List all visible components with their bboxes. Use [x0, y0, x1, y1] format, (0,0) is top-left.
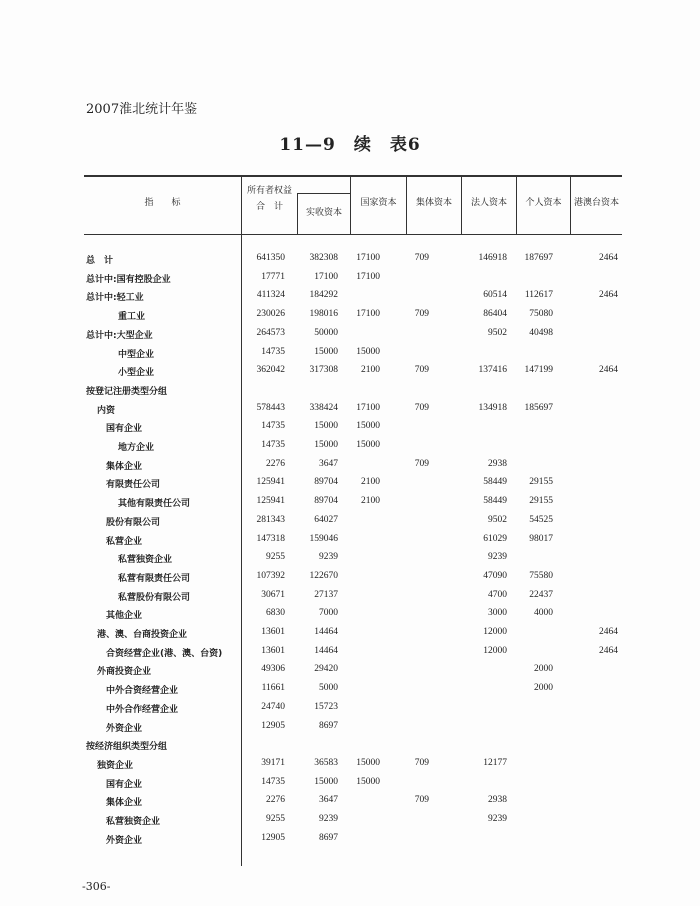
row-label: 总计中:轻工业 [86, 293, 144, 304]
cell-value: 2464 [599, 290, 618, 301]
table-row [0, 627, 700, 645]
table-title: 11—9 续 表6 [279, 135, 421, 155]
cell-value: 17100 [356, 402, 380, 413]
cell-value: 15000 [356, 776, 380, 787]
cell-value: 12000 [483, 645, 507, 656]
cell-value: 2938 [488, 795, 507, 806]
row-label: 集体企业 [106, 461, 143, 472]
cell-value: 8697 [319, 720, 338, 731]
cell-value: 12905 [261, 832, 285, 843]
table-row [0, 290, 700, 308]
cell-value: 2000 [534, 683, 553, 694]
cell-value: 184292 [309, 290, 338, 301]
header-state: 国家资本 [360, 198, 397, 208]
cell-value: 3647 [319, 795, 338, 806]
table-row [0, 515, 700, 533]
cell-value: 2100 [361, 477, 380, 488]
header-total-line1: 所有者权益 [246, 186, 292, 196]
cell-value: 8697 [319, 832, 338, 843]
cell-value: 362042 [256, 365, 285, 376]
header-total-line2: 合 计 [255, 202, 283, 212]
cell-value: 49306 [261, 664, 285, 675]
cell-value: 75080 [529, 309, 553, 320]
table-row [0, 403, 700, 421]
cell-value: 15723 [314, 701, 338, 712]
cell-value: 281343 [256, 514, 285, 525]
row-label: 私营股份有限公司 [118, 592, 191, 603]
cell-value: 14464 [314, 645, 338, 656]
table-row [0, 477, 700, 495]
cell-value: 107392 [256, 570, 285, 581]
row-label: 总 计 [86, 256, 114, 266]
table-row [0, 664, 700, 682]
cell-value: 3000 [488, 608, 507, 619]
cell-value: 317308 [309, 365, 338, 376]
table-row [0, 365, 700, 383]
table-row [0, 571, 700, 589]
row-label: 私营企业 [106, 536, 143, 547]
cell-value: 9239 [319, 552, 338, 563]
table-row [0, 795, 700, 813]
cell-value: 15000 [356, 346, 380, 357]
cell-value: 146918 [478, 253, 507, 263]
cell-value: 2464 [599, 627, 618, 637]
cell-value: 39171 [261, 757, 285, 768]
cell-value: 15000 [314, 346, 338, 357]
cell-value: 29155 [529, 477, 553, 488]
cell-value: 5000 [319, 683, 338, 694]
cell-value: 14735 [261, 346, 285, 357]
cell-value: 29155 [529, 496, 553, 507]
cell-value: 12177 [483, 757, 507, 768]
cell-value: 54525 [529, 514, 553, 525]
table-row [0, 683, 700, 701]
row-label: 总计中:国有控股企业 [86, 274, 171, 285]
subheader-rule [297, 193, 351, 194]
cell-value: 2464 [599, 645, 618, 656]
cell-value: 27137 [314, 589, 338, 600]
cell-value: 12905 [261, 720, 285, 731]
cell-value: 2276 [266, 458, 285, 469]
table-row [0, 496, 700, 514]
row-label: 按登记注册类型分组 [86, 386, 168, 397]
table-row [0, 440, 700, 458]
page-number: -306- [82, 880, 111, 893]
cell-value: 17100 [314, 271, 338, 282]
cell-value: 125941 [256, 496, 285, 507]
cell-value: 9255 [266, 814, 285, 824]
cell-value: 338424 [309, 402, 338, 413]
row-label: 合资经营企业(港、澳、台资) [106, 648, 223, 659]
cell-value: 2938 [488, 458, 507, 469]
table-row [0, 833, 700, 851]
cell-value: 75580 [529, 570, 553, 581]
cell-value: 13601 [261, 627, 285, 637]
cell-value: 58449 [483, 477, 507, 488]
table-row [0, 702, 700, 720]
cell-value: 709 [414, 402, 429, 413]
cell-value: 122670 [309, 570, 338, 581]
cell-value: 9239 [488, 814, 507, 824]
cell-value: 24740 [261, 701, 285, 712]
row-label: 中外合作经营企业 [106, 704, 179, 715]
cell-value: 4000 [534, 608, 553, 619]
table-row [0, 646, 700, 664]
cell-value: 9239 [319, 814, 338, 824]
row-label: 其他企业 [106, 611, 143, 622]
cell-value: 9502 [488, 327, 507, 338]
cell-value: 89704 [314, 477, 338, 488]
cell-value: 61029 [483, 533, 507, 544]
row-label: 私营独资企业 [106, 817, 161, 827]
row-label: 重工业 [118, 312, 146, 323]
row-label: 按经济组织类型分组 [86, 742, 168, 753]
table-row [0, 777, 700, 795]
cell-value: 2464 [599, 253, 618, 263]
cell-value: 11661 [261, 683, 285, 694]
table-row [0, 608, 700, 626]
header-individual: 个人资本 [525, 198, 562, 208]
cell-value: 264573 [256, 327, 285, 338]
cell-value: 17100 [356, 309, 380, 320]
table-row [0, 328, 700, 346]
row-label: 有限责任公司 [106, 480, 161, 491]
cell-value: 9502 [488, 514, 507, 525]
row-label: 其他有限责任公司 [118, 499, 191, 510]
cell-value: 198016 [309, 309, 338, 320]
table-row [0, 739, 700, 757]
row-label: 内资 [97, 405, 116, 416]
cell-value: 12000 [483, 627, 507, 637]
table-row [0, 459, 700, 477]
cell-value: 578443 [256, 402, 285, 413]
cell-value: 185697 [524, 402, 553, 413]
row-label: 中型企业 [118, 349, 155, 360]
cell-value: 15000 [356, 440, 380, 450]
row-label: 外资企业 [106, 723, 143, 734]
cell-value: 709 [414, 309, 429, 320]
table-row [0, 721, 700, 739]
cell-value: 6830 [266, 608, 285, 619]
cell-value: 230026 [256, 309, 285, 320]
cell-value: 15000 [314, 440, 338, 450]
header-collective: 集体资本 [415, 198, 452, 208]
cell-value: 13601 [261, 645, 285, 656]
cell-value: 134918 [478, 402, 507, 413]
cell-value: 14735 [261, 421, 285, 432]
cell-value: 147318 [256, 533, 285, 544]
table-row [0, 253, 700, 271]
cell-value: 64027 [314, 514, 338, 525]
row-label: 总计中:大型企业 [86, 330, 153, 341]
row-label: 私营有限责任公司 [118, 573, 191, 584]
cell-value: 40498 [529, 327, 553, 338]
cell-value: 159046 [309, 533, 338, 544]
cell-value: 112617 [524, 290, 553, 301]
cell-value: 9239 [488, 552, 507, 563]
row-label: 港、澳、台商投资企业 [97, 630, 188, 640]
row-label: 外商投资企业 [97, 667, 152, 678]
cell-value: 709 [414, 795, 429, 806]
cell-value: 2100 [361, 496, 380, 507]
cell-value: 47090 [483, 570, 507, 581]
row-label: 地方企业 [118, 443, 155, 453]
row-label: 独资企业 [97, 760, 134, 771]
cell-value: 709 [414, 757, 429, 768]
cell-value: 17100 [356, 271, 380, 282]
table-row [0, 552, 700, 570]
cell-value: 147199 [524, 365, 553, 376]
cell-value: 709 [414, 458, 429, 469]
row-label: 股份有限公司 [106, 517, 161, 528]
running-header: 2007淮北统计年鉴 [86, 102, 198, 117]
cell-value: 411324 [256, 290, 285, 301]
cell-value: 137416 [478, 365, 507, 376]
cell-value: 4700 [488, 589, 507, 600]
row-label: 小型企业 [118, 368, 155, 379]
cell-value: 29420 [314, 664, 338, 675]
cell-value: 15000 [356, 757, 380, 768]
header-paid-in: 实收资本 [305, 208, 342, 218]
table-row [0, 534, 700, 552]
header-indicator: 指 标 [144, 198, 181, 208]
top-rule [84, 175, 622, 177]
row-label: 国有企业 [106, 779, 143, 790]
cell-value: 98017 [529, 533, 553, 544]
header-legal-person: 法人资本 [470, 198, 507, 208]
cell-value: 58449 [483, 496, 507, 507]
table-row [0, 309, 700, 327]
cell-value: 14735 [261, 440, 285, 450]
cell-value: 187697 [524, 253, 553, 263]
cell-value: 2464 [599, 365, 618, 376]
header-rule [84, 234, 622, 235]
table-row [0, 758, 700, 776]
row-label: 私营独资企业 [118, 555, 173, 566]
cell-value: 30671 [261, 589, 285, 600]
row-label: 外资企业 [106, 835, 143, 846]
cell-value: 3647 [319, 458, 338, 469]
row-label: 集体企业 [106, 798, 143, 809]
table-row [0, 384, 700, 402]
cell-value: 14464 [314, 627, 338, 637]
cell-value: 17771 [261, 271, 285, 282]
cell-value: 22437 [529, 589, 553, 600]
cell-value: 641350 [256, 253, 285, 263]
cell-value: 14735 [261, 776, 285, 787]
cell-value: 15000 [314, 421, 338, 432]
table-row [0, 590, 700, 608]
cell-value: 17100 [356, 253, 380, 263]
cell-value: 382308 [309, 253, 338, 263]
cell-value: 2000 [534, 664, 553, 675]
cell-value: 2276 [266, 795, 285, 806]
cell-value: 60514 [483, 290, 507, 301]
table-row [0, 347, 700, 365]
header-hk-macao-tw: 港澳台资本 [573, 198, 619, 208]
row-label: 中外合资经营企业 [106, 686, 179, 697]
table-row [0, 421, 700, 439]
cell-value: 125941 [256, 477, 285, 488]
cell-value: 9255 [266, 552, 285, 563]
cell-value: 50000 [314, 327, 338, 338]
cell-value: 36583 [314, 757, 338, 768]
cell-value: 89704 [314, 496, 338, 507]
cell-value: 709 [414, 365, 429, 376]
cell-value: 86404 [483, 309, 507, 320]
row-label: 国有企业 [106, 424, 143, 435]
table-row [0, 814, 700, 832]
cell-value: 709 [414, 253, 429, 263]
cell-value: 15000 [356, 421, 380, 432]
cell-value: 15000 [314, 776, 338, 787]
cell-value: 2100 [361, 365, 380, 376]
table-row [0, 272, 700, 290]
cell-value: 7000 [319, 608, 338, 619]
